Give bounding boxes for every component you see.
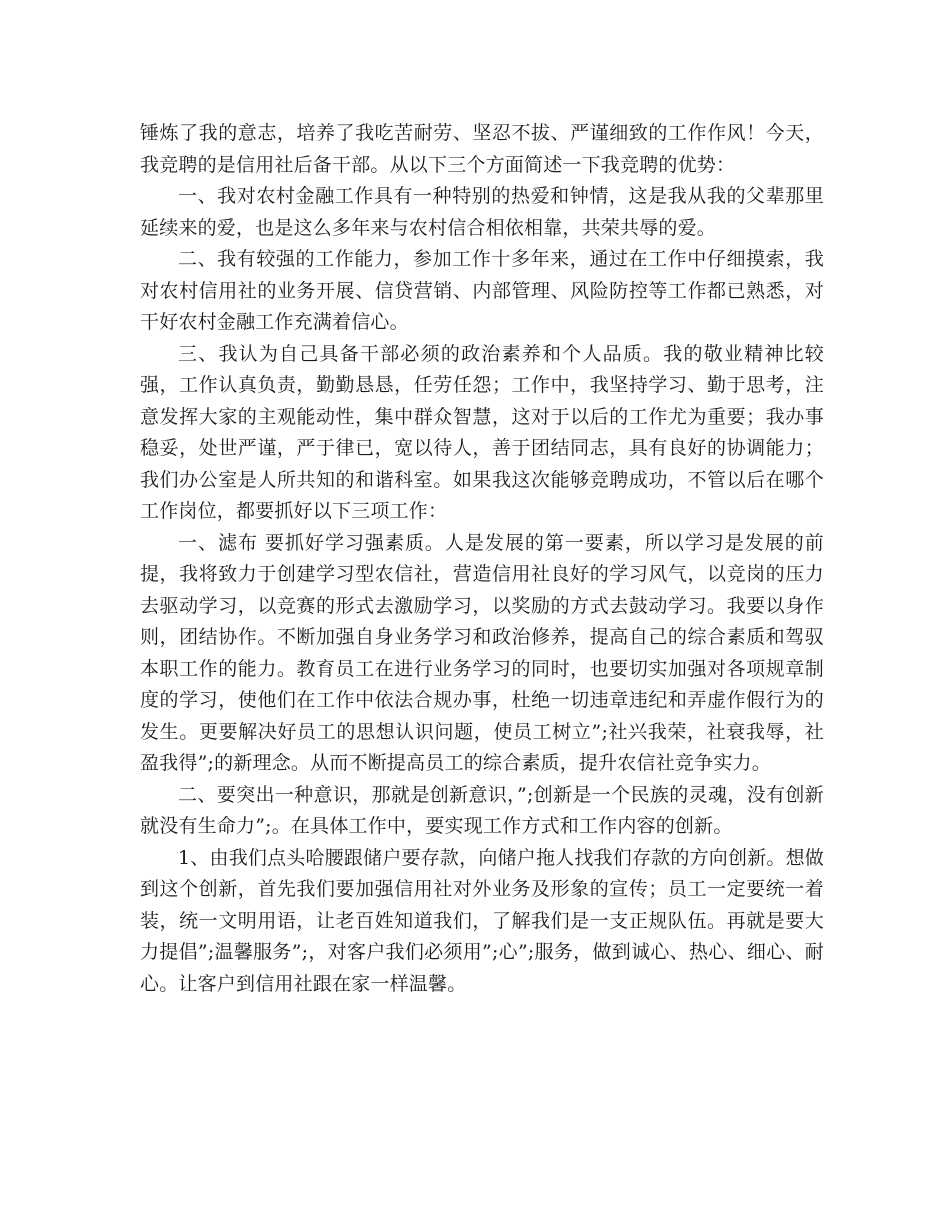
- paragraph-task-1: 一、滤布 要抓好学习强素质。人是发展的第一要素，所以学习是发展的前提，我将致力于创建学习型农信社，营造信用社良好的学习风气，以竞岗的压力去驱动学习，以竞赛的形式去激励学习，以奖励的方式去鼓动学习。我要以身作则，团结协作。不断加强自身业务学习和政治修养，提高自己的综合素质和驾驭本职工作的能力。教育员工在进行业务学习的同时，也要切实加强对各项规章制度的学习，使他们在工作中依法合规办事，杜绝一切违章违纪和弄虚作假行为的发生。更要解决好员工的思想认识问题，使员工树立”;社兴我荣，社衰我辱，社盈我得”;的新理念。从而不断提高员工的综合素质，提升农信社竞争实力。: [140, 531, 824, 774]
- paragraph-advantage-2: 二、我有较强的工作能力，参加工作十多年来，通过在工作中仔细摸索，我对农村信用社的业务开展、信贷营销、内部管理、风险防控等工作都已熟悉，对干好农村金融工作充满着信心。: [140, 248, 824, 333]
- paragraph-intro: 锤炼了我的意志，培养了我吃苦耐劳、坚忍不拔、严谨细致的工作作风！今天，我竞聘的是信用社后备干部。从以下三个方面简述一下我竞聘的优势：: [140, 122, 824, 176]
- paragraph-advantage-3: 三、我认为自己具备干部必须的政治素养和个人品质。我的敬业精神比较强，工作认真负责，勤勤恳恳，任劳任怨；工作中，我坚持学习、勤于思考，注意发挥大家的主观能动性，集中群众智慧，这对于以后的工作尤为重要；我办事稳妥，处世严谨，严于律已，宽以待人，善于团结同志，具有良好的协调能力；我们办公室是人所共知的和谐科室。如果我这次能够竞聘成功，不管以后在哪个工作岗位，都要抓好以下三项工作：: [140, 342, 824, 522]
- paragraph-task-2: 二、要突出一种意识，那就是创新意识，”;创新是一个民族的灵魂，没有创新就没有生命力”;。在具体工作中，要实现工作方式和工作内容的创新。: [140, 783, 824, 837]
- paragraph-advantage-1: 一、我对农村金融工作具有一种特别的热爱和钟情，这是我从我的父辈那里延续来的爱，也是这么多年来与农村信合相依相靠，共荣共辱的爱。: [140, 185, 824, 239]
- paragraph-task-2-item-1: 1、由我们点头哈腰跟储户要存款，向储户拖人找我们存款的方向创新。想做到这个创新，首先我们要加强信用社对外业务及形象的宣传；员工一定要统一着装，统一文明用语，让老百姓知道我们，了解我们是一支正规队伍。再就是要大力提倡”;温馨服务”;，对客户我们必须用”;心”;服务，做到诚心、热心、细心、耐心。让客户到信用社跟在家一样温馨。: [140, 846, 824, 995]
- document-page: [140, 118, 824, 1000]
